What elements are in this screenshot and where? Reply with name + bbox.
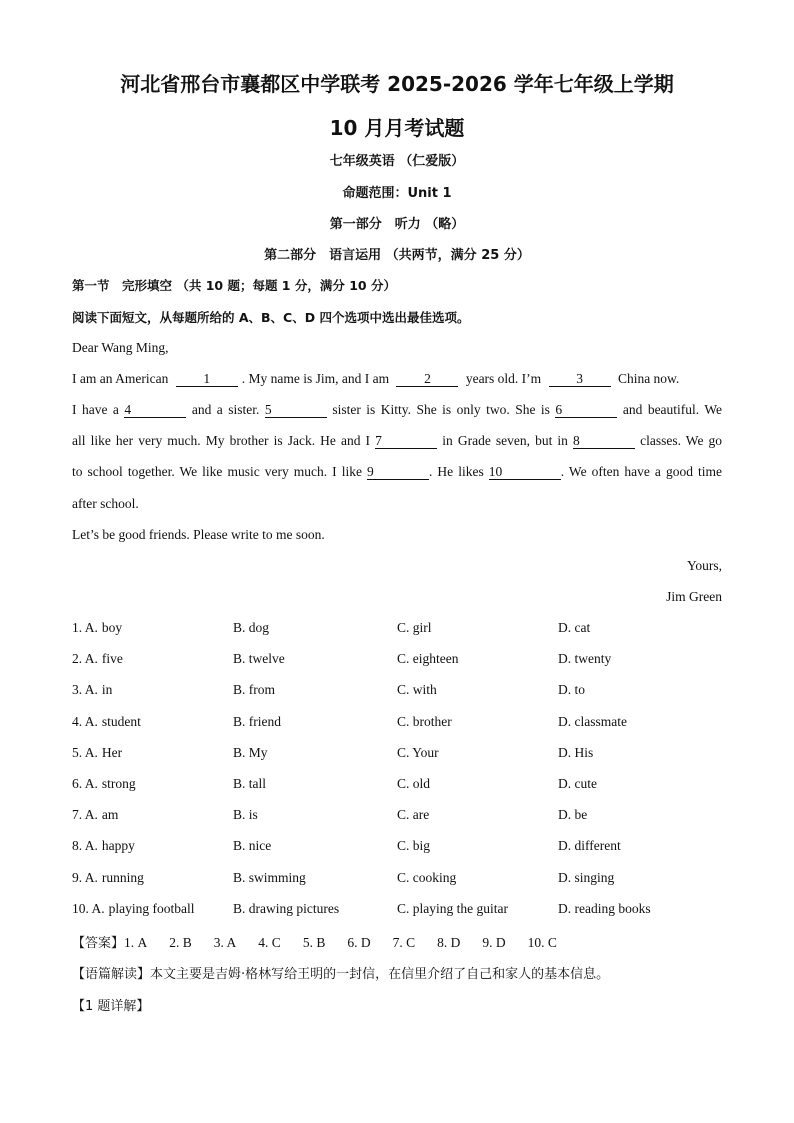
question-1-option-b: B. dog — [233, 620, 270, 635]
blank-2: 2 — [396, 372, 458, 387]
question-1-option-d: D. cat — [558, 620, 591, 635]
letter-closing: Yours, — [686, 558, 722, 573]
question-4-option-d: D. classmate — [558, 713, 627, 729]
blank-10: 10 — [489, 465, 561, 480]
answer-item: 3. A — [213, 935, 237, 950]
question-6-option-d: D. cute — [558, 776, 597, 791]
blank-3: 3 — [549, 372, 611, 387]
question-number: 7. A. — [72, 807, 98, 823]
question-5-option-a — [72, 745, 122, 761]
answer-item: 4. C — [258, 935, 281, 950]
letter-line-6: Let’s be good friends. Please write to me soon. — [72, 527, 325, 542]
question-9-option-a — [72, 870, 144, 886]
question-number: 6. A. — [72, 776, 98, 791]
question-1-option-c: C. girl — [397, 620, 432, 635]
option-text: boy — [101, 620, 123, 635]
question-5-option-d: D. His — [558, 744, 594, 760]
question-number: 10. A. — [72, 900, 105, 916]
part-one-heading: 第一部分 听力 （略） — [329, 217, 465, 232]
blank-7: 7 — [375, 434, 437, 449]
option-text: happy — [101, 838, 135, 854]
detail-heading: 【1 题详解】 — [72, 999, 150, 1014]
blank-6: 6 — [555, 403, 617, 418]
option-text: five — [101, 651, 123, 667]
answer-line: 【答案】1. A 2. B 3. A 4. C 5. B 6. D 7. C 8. D 9. D 10. C — [72, 932, 579, 951]
subject-label: 七年级英语 （仁爱版） — [329, 154, 465, 169]
answer-item: 10. C — [527, 935, 557, 950]
question-8-option-b: B. nice — [233, 838, 272, 854]
question-8-option-a — [72, 838, 135, 854]
question-number: 4. A. — [72, 713, 98, 729]
question-7-option-a — [72, 807, 118, 823]
blank-5: 5 — [265, 403, 327, 418]
question-2-option-a — [72, 651, 123, 667]
page-title-line-2: 10 月月考试题 — [329, 116, 465, 140]
question-10-option-d: D. reading books — [558, 900, 651, 916]
option-text: am — [101, 807, 119, 823]
section-heading: 第一节 完形填空 （共 10 题；每题 1 分，满分 10 分） — [72, 278, 396, 293]
letter-line-5: after school. — [72, 496, 139, 511]
question-6-option-c: C. old — [397, 776, 431, 791]
option-text: running — [101, 869, 144, 885]
scope-label: 命题范围：Unit 1 — [342, 186, 452, 201]
question-8-option-d: D. different — [558, 838, 621, 854]
blank-9: 9 — [367, 465, 429, 480]
question-3-option-d: D. to — [558, 682, 585, 698]
question-number: 8. A. — [72, 838, 98, 854]
answer-item: 8. D — [437, 935, 461, 950]
answer-item: 5. B — [302, 935, 326, 950]
letter-greeting: Dear Wang Ming, — [72, 340, 169, 355]
answer-item: 6. D — [347, 935, 371, 950]
question-7-option-d: D. be — [558, 807, 588, 823]
question-9-option-c: C. cooking — [397, 869, 457, 885]
question-2-option-d: D. twenty — [558, 651, 612, 667]
page-title-line-1: 河北省邢台市襄都区中学联考 2025-2026 学年七年级上学期 — [120, 72, 674, 96]
letter-line-3: all like her very much. My brother is Jack. He and I 7 in Grade seven, but in 8 classes. We go — [72, 433, 723, 448]
question-3-option-c: C. with — [397, 682, 437, 698]
question-7-option-c: C. are — [397, 807, 430, 823]
question-5-option-b: B. My — [233, 744, 268, 760]
option-text: strong — [101, 776, 136, 791]
question-1-option-a — [72, 620, 122, 636]
question-number: 9. A. — [72, 869, 98, 885]
letter-line-1: I am an American 1 . My name is Jim, and I am 2 years old. I’m 3 China now. — [72, 371, 680, 386]
option-text: playing football — [108, 900, 195, 916]
letter-signature: Jim Green — [666, 589, 722, 604]
question-number: 1. A. — [72, 620, 98, 635]
question-6-option-b: B. tall — [233, 776, 266, 791]
answer-item: 9. D — [482, 935, 506, 950]
option-text: student — [101, 713, 141, 729]
question-3-option-a — [72, 682, 112, 698]
question-number: 3. A. — [72, 682, 98, 698]
question-number: 2. A. — [72, 651, 98, 667]
question-4-option-b: B. friend — [233, 713, 281, 729]
blank-4: 4 — [124, 403, 186, 418]
answer-item: 2. B — [169, 935, 192, 950]
answer-items — [124, 935, 579, 950]
question-10-option-b: B. drawing pictures — [233, 900, 340, 916]
question-5-option-c: C. Your — [397, 744, 439, 760]
question-9-option-b: B. swimming — [233, 869, 306, 885]
letter-line-2: I have a 4 and a sister. 5 sister is Kitty. She is only two. She is 6 and beautiful. We — [72, 402, 723, 417]
question-6-option-a — [72, 776, 136, 792]
question-4-option-c: C. brother — [397, 713, 452, 729]
letter-line-4: to school together. We like music very much. I like 9 . He likes 10 . We often have a good time — [72, 464, 722, 479]
option-text: in — [101, 682, 113, 698]
question-3-option-b: B. from — [233, 682, 275, 698]
question-2-option-b: B. twelve — [233, 651, 285, 667]
question-8-option-c: C. big — [397, 838, 431, 854]
answer-item: 1. A — [124, 935, 148, 950]
option-text: Her — [101, 744, 123, 760]
question-10-option-c: C. playing the guitar — [397, 900, 508, 916]
question-4-option-a — [72, 714, 141, 730]
question-9-option-d: D. singing — [558, 869, 615, 885]
blank-8: 8 — [573, 434, 635, 449]
question-2-option-c: C. eighteen — [397, 651, 459, 667]
blank-1: 1 — [176, 372, 238, 387]
question-number: 5. A. — [72, 744, 98, 760]
part-two-heading: 第二部分 语言运用 （共两节，满分 25 分） — [264, 248, 530, 263]
section-instruction: 阅读下面短文，从每题所给的 A、B、C、D 四个选项中选出最佳选项。 — [72, 310, 470, 325]
question-10-option-a — [72, 901, 195, 917]
question-7-option-b: B. is — [233, 807, 258, 823]
passage-analysis: 【语篇解读】本文主要是吉姆·格林写给王明的一封信，在信里介绍了自己和家人的基本信息。 — [72, 967, 610, 982]
answer-item: 7. C — [392, 935, 416, 950]
